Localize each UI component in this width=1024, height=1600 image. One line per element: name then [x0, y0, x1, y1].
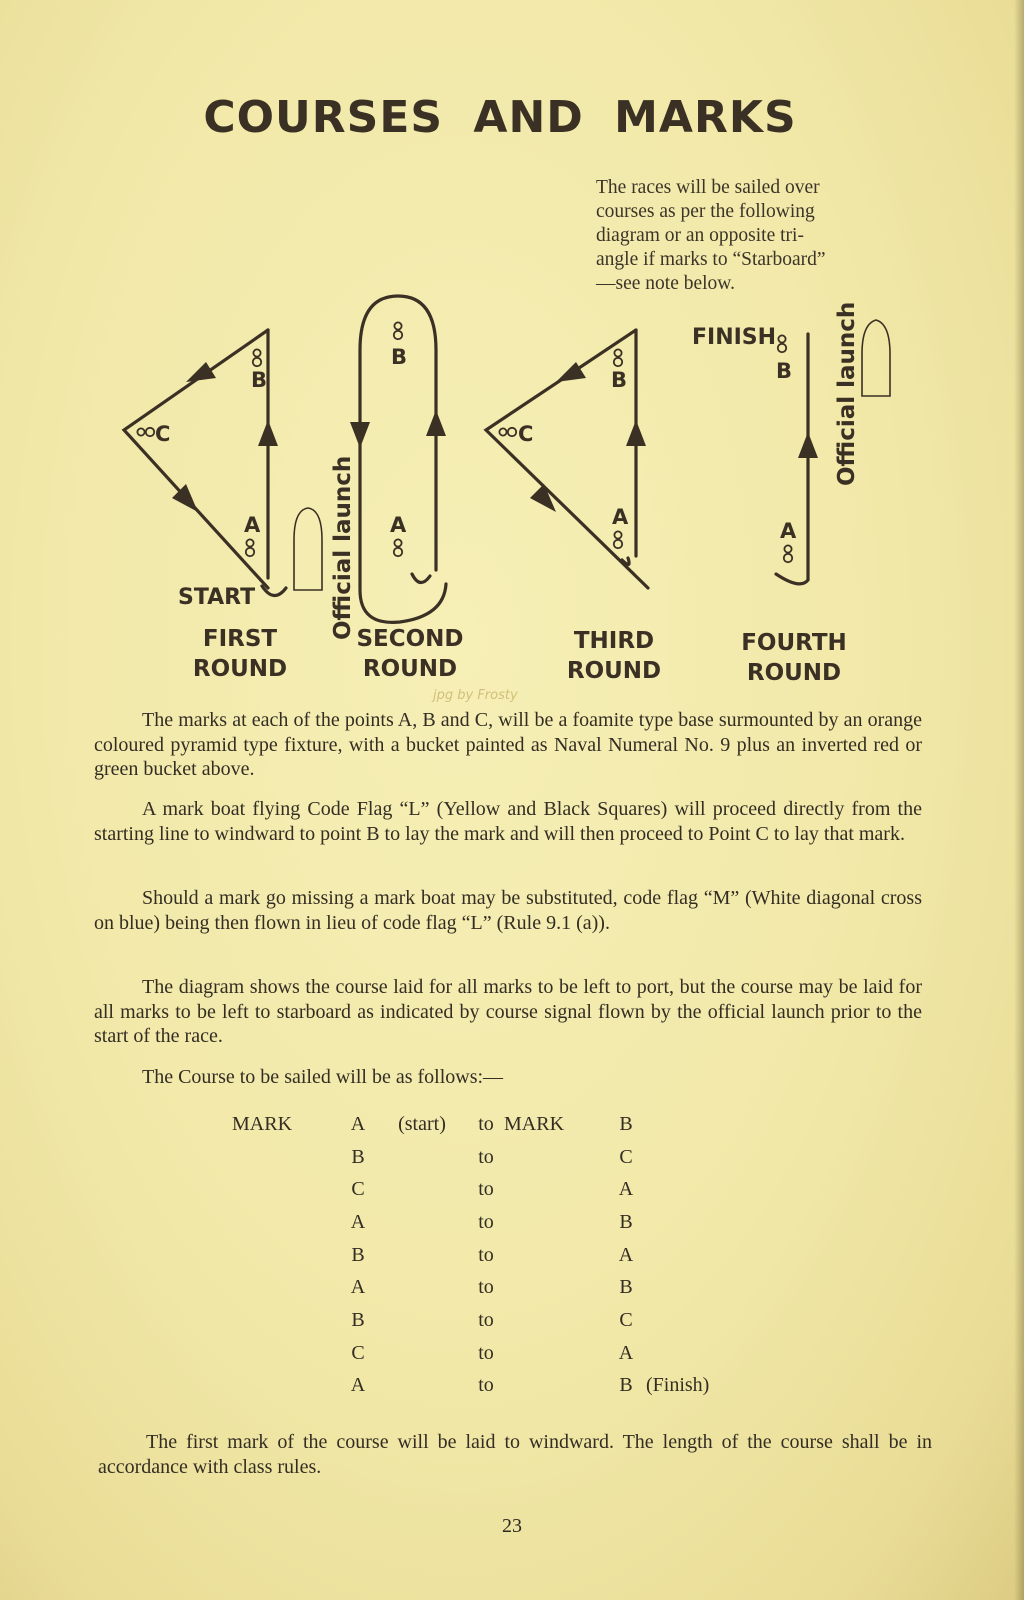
launch-boat-icon [862, 320, 890, 396]
table-cell-mark-word2 [504, 1173, 606, 1206]
arrow-icon [530, 484, 556, 512]
round-label-line1: FIRST [202, 626, 278, 652]
table-cell-dest: B [619, 1276, 633, 1299]
table-row [232, 1173, 736, 1206]
intro-text [596, 176, 911, 296]
table-cell-dest: C [619, 1308, 633, 1331]
table-cell-mark-word2 [504, 1239, 606, 1272]
table-cell-mark-word2 [504, 1206, 606, 1239]
table-cell-end-note [646, 1271, 736, 1304]
table-cell-mark-word [232, 1304, 340, 1337]
table-cell-mark-word2: MARK [504, 1112, 565, 1135]
table-cell-mark-word: MARK [232, 1112, 293, 1135]
table-cell-from: C [351, 1341, 365, 1364]
mark-b-label: B [611, 368, 628, 392]
table-cell-dest: B [619, 1112, 633, 1135]
table-cell-mark-word [232, 1337, 340, 1370]
table-cell-mark-word [232, 1206, 340, 1239]
intro-line: angle if marks to “Starboard” [596, 249, 826, 270]
page-edge-shadow [1014, 0, 1024, 1600]
official-launch-label: Official launch [330, 455, 356, 640]
round-label-line1: SECOND [356, 626, 464, 652]
intro-line: The races will be sailed over [596, 177, 820, 198]
table-cell-mark-word [232, 1141, 340, 1174]
table-cell-end-note [646, 1173, 736, 1206]
table-cell-to: to [478, 1145, 494, 1168]
course-table [232, 1108, 736, 1402]
table-row [232, 1337, 736, 1370]
table-cell-to: to [478, 1374, 494, 1397]
round-label-line2: ROUND [746, 660, 842, 686]
table-row [232, 1271, 736, 1304]
round-label-line2: ROUND [566, 658, 662, 684]
table-cell-dest: A [618, 1178, 634, 1201]
table-cell-mark-word [232, 1370, 340, 1403]
mark-c-label: C [518, 422, 534, 446]
table-cell-mark-word2 [504, 1271, 606, 1304]
closing-paragraph: The first mark of the course will be laid to windward. The length of the course shall be in accordance with class rules. [98, 1431, 932, 1478]
round-label-line2: ROUND [192, 656, 288, 682]
mark-buoy-icon [778, 335, 786, 352]
table-cell-to: to [478, 1178, 494, 1201]
table-cell-from: C [351, 1178, 365, 1201]
table-cell-end-note: (Finish) [646, 1374, 710, 1397]
table-cell-dest: A [618, 1243, 634, 1266]
table-cell-mark-word [232, 1239, 340, 1272]
image-credit: jpg by Frosty [433, 688, 518, 703]
table-row [232, 1108, 736, 1141]
table-cell-note [376, 1173, 468, 1206]
page-number: 23 [502, 1515, 522, 1537]
table-row [232, 1304, 736, 1337]
table-cell-end-note [646, 1108, 736, 1141]
table-cell-note [376, 1271, 468, 1304]
table-cell-from: A [350, 1112, 366, 1135]
intro-line: courses as per the following [596, 201, 815, 222]
mark-a-label: A [612, 505, 629, 529]
table-row [232, 1239, 736, 1272]
mark-buoy-icon [137, 428, 154, 436]
table-cell-note [376, 1370, 468, 1403]
body-paragraph: The diagram shows the course laid for all marks to be left to port, but the course may be laid for all marks to be left to starboard as indicated by course signal flown by the official launch prior to the start of the race. [94, 976, 922, 1047]
table-cell-from: A [350, 1374, 366, 1397]
round-label-line2: ROUND [362, 656, 458, 682]
table-cell-mark-word2 [504, 1370, 606, 1403]
course-diagram [0, 280, 1024, 700]
table-cell-to: to [478, 1308, 494, 1331]
body-paragraph: The marks at each of the points A, B and C, will be a foamite type base surmounted by an orange coloured pyramid type fixture, with a bucket painted as Naval Numeral No. 9 plus an inverted red or green bucket above. [94, 709, 922, 780]
round-label-line1: FOURTH [741, 630, 847, 656]
table-cell-end-note [646, 1337, 736, 1370]
mark-buoy-icon [614, 349, 622, 366]
table-cell-to: to [478, 1243, 494, 1266]
mark-a-label: A [244, 513, 261, 537]
mark-buoy-icon [784, 545, 792, 562]
mark-b-label: B [391, 345, 408, 369]
official-launch-label: Official launch [834, 301, 860, 486]
table-cell-to: to [478, 1112, 494, 1135]
table-cell-from: A [350, 1276, 366, 1299]
table-cell-mark-word2 [504, 1141, 606, 1174]
table-cell-note [376, 1337, 468, 1370]
table-cell-from: B [351, 1308, 365, 1331]
table-cell-dest: B [619, 1374, 633, 1397]
mark-a-label: A [780, 519, 797, 543]
body-paragraph: Should a mark go missing a mark boat may be substituted, code flag “M” (White diagonal cross on blue) being then flown in lieu of code flag “L” (Rule 9.1 (a)). [94, 887, 922, 934]
mark-a-label: A [390, 513, 407, 537]
table-cell-note [376, 1141, 468, 1174]
mark-buoy-icon [246, 539, 254, 556]
table-cell-mark-word [232, 1271, 340, 1304]
mark-buoy-icon [614, 531, 622, 548]
table-cell-dest: B [619, 1210, 633, 1233]
intro-line: diagram or an opposite tri- [596, 225, 804, 246]
table-cell-from: B [351, 1243, 365, 1266]
table-cell-dest: A [618, 1341, 634, 1364]
table-cell-dest: C [619, 1145, 633, 1168]
table-cell-end-note [646, 1141, 736, 1174]
mark-b-label: B [251, 368, 268, 392]
arrow-icon [350, 422, 370, 448]
arrow-icon [626, 420, 646, 446]
table-cell-note [376, 1206, 468, 1239]
table-row [232, 1206, 736, 1239]
mark-buoy-icon [499, 428, 516, 436]
table-cell-from: B [351, 1145, 365, 1168]
page-title: COURSES AND MARKS [203, 92, 797, 143]
mark-buoy-icon [394, 539, 402, 556]
launch-boat-icon [294, 508, 322, 590]
arrow-icon [798, 432, 818, 458]
table-cell-mark-word2 [504, 1337, 606, 1370]
table-row [232, 1370, 736, 1403]
start-label: START [178, 585, 256, 610]
table-cell-note: (start) [398, 1112, 446, 1135]
table-cell-mark-word [232, 1173, 340, 1206]
table-cell-to: to [478, 1210, 494, 1233]
table-row [232, 1141, 736, 1174]
table-cell-to: to [478, 1341, 494, 1364]
mark-buoy-icon [253, 349, 261, 366]
table-cell-note [376, 1239, 468, 1272]
mark-buoy-icon [394, 322, 402, 339]
body-paragraph: The Course to be sailed will be as follows:— [142, 1066, 504, 1088]
intro-line: —see note below. [596, 273, 735, 294]
mark-c-label: C [155, 422, 171, 446]
mark-b-label: B [776, 359, 793, 383]
second-round-hook [412, 574, 430, 583]
table-cell-to: to [478, 1276, 494, 1299]
round-label-line1: THIRD [573, 628, 655, 654]
table-cell-end-note [646, 1239, 736, 1272]
table-cell-end-note [646, 1206, 736, 1239]
table-cell-mark-word2 [504, 1304, 606, 1337]
body-paragraph: A mark boat flying Code Flag “L” (Yellow and Black Squares) will proceed directly from the starting line to windward to point B to lay the mark and will then proceed to Point C to lay that mark. [94, 798, 922, 845]
table-cell-end-note [646, 1304, 736, 1337]
table-cell-note [376, 1304, 468, 1337]
arrow-icon [258, 420, 278, 446]
arrow-icon [426, 410, 446, 436]
finish-label: FINISH [692, 325, 777, 350]
table-cell-from: A [350, 1210, 366, 1233]
arrow-icon [186, 362, 216, 382]
